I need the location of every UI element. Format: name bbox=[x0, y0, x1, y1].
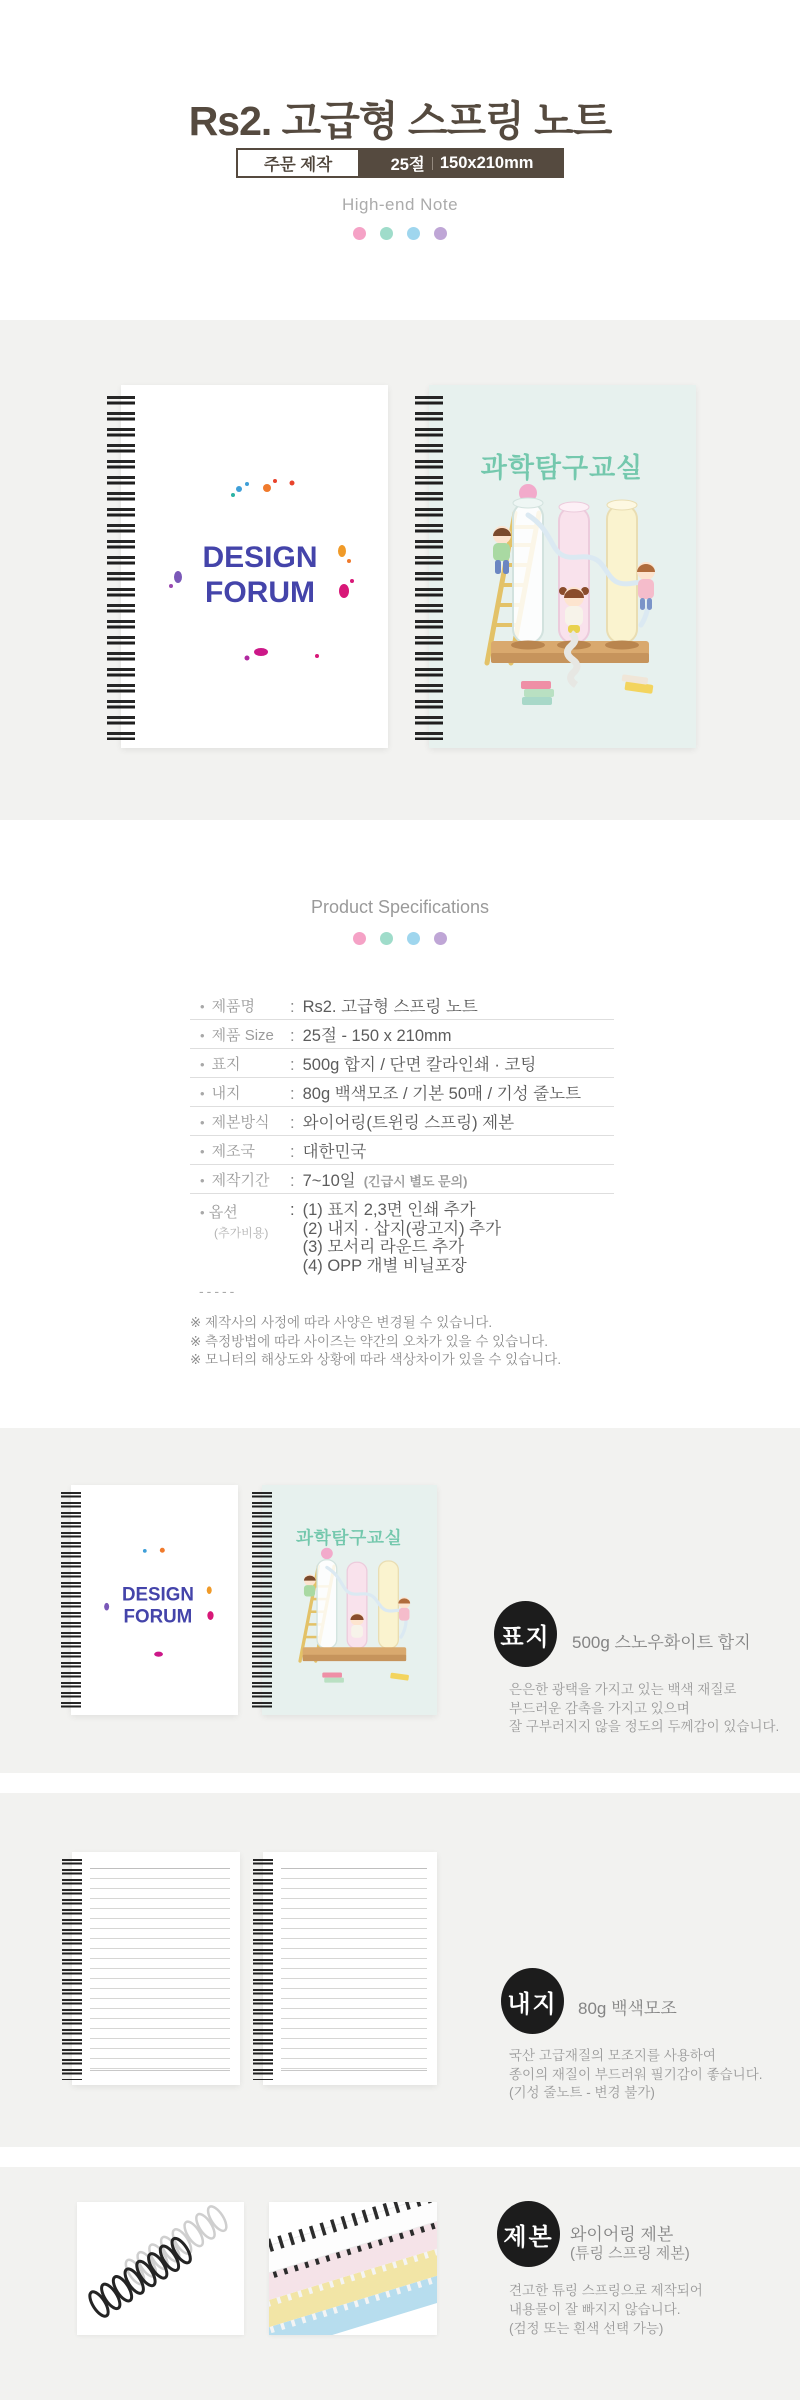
spec-value: Rs2. 고급형 스프링 노트 bbox=[302, 998, 478, 1016]
spiral-binding-icon bbox=[107, 393, 135, 740]
inner-section-desc: 국산 고급재질의 모조지를 사용하여 종이의 재질이 부드러워 필기감이 좋습니다. (기성 줄노트 - 변경 불가) bbox=[509, 2048, 763, 2100]
cover-section-badge: 표지 bbox=[494, 1601, 557, 1667]
design-forum-cover-art bbox=[71, 1485, 238, 1715]
lined-page-left bbox=[62, 1852, 240, 2085]
table-row: • 내지 : 80g 백색모조 / 기본 50매 / 기성 줄노트 bbox=[190, 1078, 614, 1107]
table-row: • 제품명 : Rs2. 고급형 스프링 노트 bbox=[190, 991, 614, 1020]
pastel-dots bbox=[0, 227, 800, 240]
mini-notebook-design bbox=[61, 1485, 238, 1715]
dot-pink bbox=[353, 227, 366, 240]
dot-purple bbox=[434, 227, 447, 240]
lined-page-right bbox=[253, 1852, 437, 2085]
binding-section-badge: 제본 bbox=[497, 2201, 560, 2267]
spec-label: 제조국 bbox=[211, 1142, 256, 1160]
spec-value-note: (긴급시 별도 문의) bbox=[363, 1174, 468, 1189]
notebook-stack-art bbox=[269, 2202, 437, 2335]
ruled-lines bbox=[90, 1868, 230, 2071]
note-line: ※ 측정방법에 따라 사이즈는 약간의 오차가 있을 수 있습니다. bbox=[190, 1333, 549, 1349]
cover-section-title: 500g 스노우화이트 합지 bbox=[572, 1633, 751, 1652]
mini-notebook-science bbox=[252, 1485, 437, 1715]
order-badge-size bbox=[360, 148, 564, 178]
disclaimer-notes bbox=[190, 1314, 561, 1370]
dot-blue bbox=[407, 932, 420, 945]
divider-dashes: ----- bbox=[199, 1283, 238, 1299]
table-row: • 제조국 : 대한민국 bbox=[190, 1136, 614, 1165]
note-line: ※ 제작사의 사정에 따라 사양은 변경될 수 있습니다. bbox=[190, 1315, 493, 1330]
spiral-binding-icon bbox=[253, 1857, 273, 2080]
notebook-stack-photo bbox=[269, 2202, 437, 2335]
spec-value: 와이어링(트윈링 스프링) 제본 bbox=[302, 1114, 515, 1132]
order-badge-label: 주문 제작 bbox=[236, 148, 360, 178]
wire-coils-photo bbox=[77, 2202, 244, 2335]
svg-text:FORUM: FORUM bbox=[123, 1606, 193, 1628]
spec-label: 제작기간 bbox=[211, 1171, 270, 1189]
science-cover-art bbox=[429, 385, 696, 748]
design-text-line2: FORUM bbox=[205, 576, 315, 609]
table-row: • 제품 Size : 25절 - 150 x 210mm bbox=[190, 1020, 614, 1049]
svg-text:과학탐구교실: 과학탐구교실 bbox=[295, 1527, 403, 1548]
spec-table bbox=[190, 991, 614, 1275]
badge-separator bbox=[432, 157, 433, 170]
lined-page bbox=[72, 1852, 240, 2085]
option-item: (2) 내지 · 삽지(광고지) 추가 bbox=[302, 1219, 502, 1238]
cover-section-desc: 은은한 광택을 가지고 있는 백색 재질로 부드러운 감촉을 가지고 있으며 잘 구부러지지 않을 정도의 두께감이 있습니다. bbox=[509, 1682, 780, 1734]
inner-section-badge: 내지 bbox=[501, 1968, 564, 2034]
dot-purple bbox=[434, 932, 447, 945]
spiral-binding-icon bbox=[61, 1490, 81, 1710]
badge-size-sheets: 25절 bbox=[390, 156, 425, 174]
spec-heading: Product Specifications bbox=[310, 897, 490, 917]
lined-page bbox=[263, 1852, 437, 2085]
option-item: (3) 모서리 라운드 추가 bbox=[302, 1238, 465, 1256]
science-cover bbox=[429, 385, 696, 748]
binding-section-title: 와이어링 제본 bbox=[570, 2225, 674, 2244]
ruled-lines bbox=[281, 1868, 427, 2071]
svg-text:DESIGN: DESIGN bbox=[121, 1584, 194, 1606]
spec-label: 내지 bbox=[211, 1084, 241, 1102]
dot-mint bbox=[380, 932, 393, 945]
option-list bbox=[303, 1201, 501, 1275]
spec-value: 25절 - 150 x 210mm bbox=[302, 1027, 452, 1045]
spec-label: 옵션 bbox=[208, 1204, 238, 1221]
science-cover-art bbox=[262, 1485, 437, 1715]
inner-section-title: 80g 백색모조 bbox=[578, 1999, 677, 2018]
binding-section-subtitle: (튜링 스프링 제본) bbox=[570, 2245, 690, 2262]
note-line: ※ 모니터의 해상도와 상황에 따라 색상차이가 있을 수 있습니다. bbox=[190, 1352, 562, 1367]
dot-mint bbox=[380, 227, 393, 240]
spec-value: 80g 백색모조 / 기본 50매 / 기성 줄노트 bbox=[302, 1085, 582, 1103]
table-row: • 제본방식 : 와이어링(트윈링 스프링) 제본 bbox=[190, 1107, 614, 1136]
science-cover-title: 과학탐구교실 bbox=[480, 453, 644, 483]
spec-label: 제본방식 bbox=[211, 1113, 270, 1131]
option-item: (1) 표지 2,3면 인쇄 추가 bbox=[302, 1201, 476, 1219]
spec-value: 대한민국 bbox=[302, 1143, 367, 1161]
binding-section-desc: 견고한 튜링 스프링으로 제작되어 내용물이 잘 빠지지 않습니다. (검정 또는 흰색 선택 가능) bbox=[509, 2283, 703, 2336]
spiral-binding-icon bbox=[62, 1857, 82, 2080]
order-badge bbox=[236, 148, 564, 178]
mini-science-cover bbox=[262, 1485, 437, 1715]
spec-sublabel: (추가비용) bbox=[214, 1226, 269, 1240]
notebook-design-forum bbox=[107, 385, 402, 748]
page-title: Rs2. 고급형 스프링 노트 bbox=[188, 98, 612, 144]
spec-value: 500g 합지 / 단면 칼라인쇄 · 코팅 bbox=[302, 1056, 537, 1074]
wire-coils-art bbox=[77, 2202, 244, 2335]
badge-size-mm: 150x210mm bbox=[439, 153, 534, 172]
table-row: • 옵션 (추가비용) : (1) 표지 2,3면 인쇄 추가 (2) 내지 · 삽지(광고지) 추가 (3) 모서리 라운드 추가 (4) OPP 개별 비닐포장 bbox=[200, 1201, 502, 1275]
option-item: (4) OPP 개별 비닐포장 bbox=[302, 1256, 467, 1275]
table-row: • 표지 : 500g 합지 / 단면 칼라인쇄 · 코팅 bbox=[190, 1049, 614, 1078]
mini-design-cover bbox=[71, 1485, 238, 1715]
pastel-dots bbox=[0, 932, 800, 945]
table-row: • 제작기간 : 7~10일 (긴급시 별도 문의) bbox=[190, 1165, 614, 1194]
spec-label: 표지 bbox=[211, 1055, 241, 1073]
dot-blue bbox=[407, 227, 420, 240]
design-forum-cover bbox=[121, 385, 388, 748]
design-forum-cover-art bbox=[121, 385, 388, 748]
spec-label: 제품명 bbox=[211, 997, 256, 1015]
design-text-line1: DESIGN bbox=[202, 541, 318, 574]
spiral-binding-icon bbox=[252, 1490, 272, 1710]
dot-pink bbox=[353, 932, 366, 945]
spec-value: 7~10일 bbox=[302, 1172, 356, 1190]
notebook-science bbox=[415, 385, 710, 748]
spiral-binding-icon bbox=[415, 393, 443, 740]
spec-label: 제품 Size bbox=[211, 1026, 274, 1044]
subtitle: High-end Note bbox=[341, 195, 459, 214]
